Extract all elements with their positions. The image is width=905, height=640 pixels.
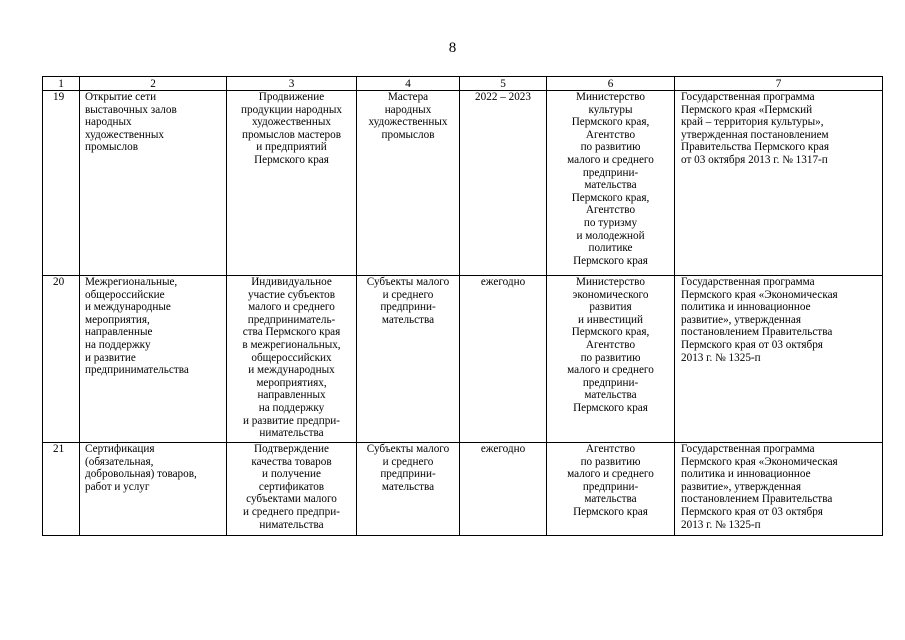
page-number: 8 [448, 40, 457, 56]
header-cell: 2 [80, 77, 227, 91]
row-number: 19 [43, 91, 80, 276]
row-number: 21 [43, 443, 80, 536]
measure-content: Продвижение продукции народных художественных промыслов мастеров и предприятий Пермского края [227, 91, 357, 276]
measure-name: Межрегиональные, общероссийские и международные мероприятия, направленные на поддержку и развитие предпринимательства [80, 276, 227, 443]
term: 2022 – 2023 [460, 91, 547, 276]
executors: Министерство культуры Пермского края, Агентство по развитию малого и среднего предприни- мательства Пермского края, Агентство по туризму и молодежной политике Пермского края [547, 91, 675, 276]
header-cell: 6 [547, 77, 675, 91]
measure-name: Открытие сети выставочных залов народных художественных промыслов [80, 91, 227, 276]
state-program: Государственная программа Пермского края «Пермский край – территория культуры», утвержденная постановлением Правительства Пермского края от 03 октября 2013 г. № 1317-п [675, 91, 883, 276]
measure-content: Индивидуальное участие субъектов малого и среднего предприниматель- ства Пермского края в межрегиональных, общероссийских и международных мероприятиях, направленных на поддержку и развитие предпри- нимательства [227, 276, 357, 443]
term: ежегодно [460, 443, 547, 536]
participants: Мастера народных художественных промыслов [357, 91, 460, 276]
executors: Министерство экономического развития и инвестиций Пермского края, Агентство по развитию малого и среднего предприни- мательства Пермского края [547, 276, 675, 443]
measure-content: Подтверждение качества товаров и получение сертификатов субъектами малого и среднего предпри- нимательства [227, 443, 357, 536]
header-cell: 7 [675, 77, 883, 91]
table-row [43, 276, 883, 443]
measure-name: Сертификация (обязательная, добровольная) товаров, работ и услуг [80, 443, 227, 536]
term: ежегодно [460, 276, 547, 443]
state-program: Государственная программа Пермского края «Экономическая политика и инновационное развитие», утвержденная постановлением Правительства Пермского края от 03 октября 2013 г. № 1325-п [675, 443, 883, 536]
table-header-row [43, 77, 883, 91]
header-cell: 3 [227, 77, 357, 91]
header-cell: 5 [460, 77, 547, 91]
header-cell: 4 [357, 77, 460, 91]
executors: Агентство по развитию малого и среднего предприни- мательства Пермского края [547, 443, 675, 536]
state-program: Государственная программа Пермского края «Экономическая политика и инновационное развитие», утвержденная постановлением Правительства Пермского края от 03 октября 2013 г. № 1325-п [675, 276, 883, 443]
table-row [43, 91, 883, 276]
measures-table [42, 76, 883, 536]
table-row [43, 443, 883, 536]
participants: Субъекты малого и среднего предприни- мательства [357, 443, 460, 536]
participants: Субъекты малого и среднего предприни- мательства [357, 276, 460, 443]
header-cell: 1 [43, 77, 80, 91]
row-number: 20 [43, 276, 80, 443]
